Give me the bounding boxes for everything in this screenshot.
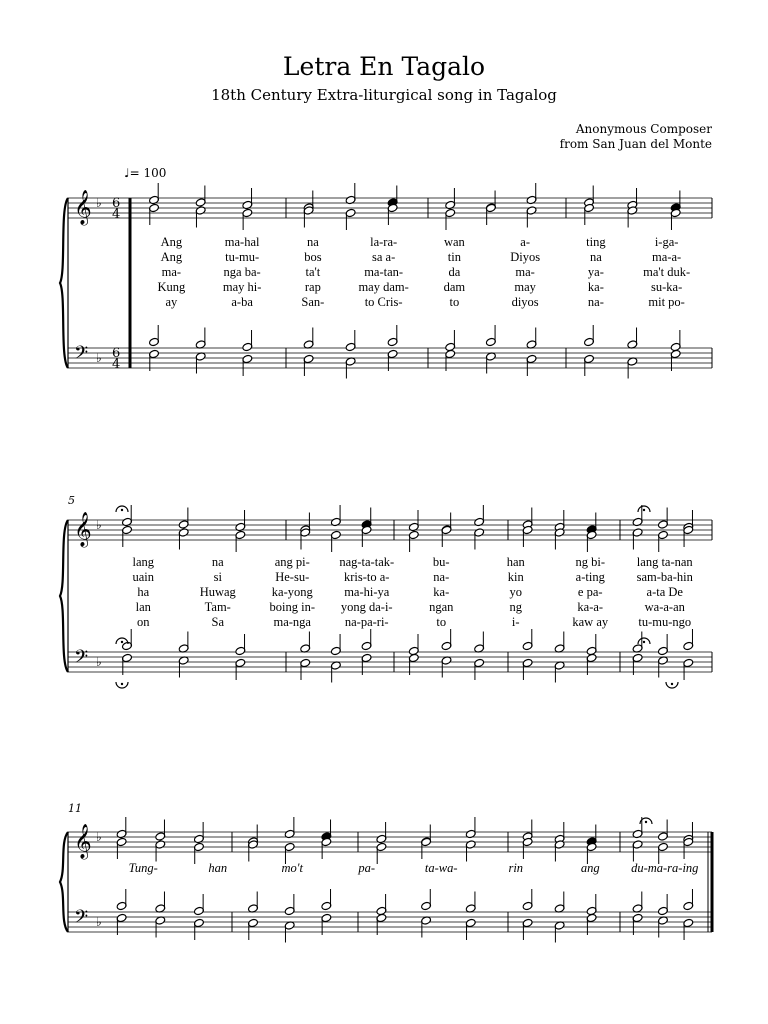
lyric-syllable: tu-mu- xyxy=(225,250,260,264)
lyric-syllable: ma-hi-ya xyxy=(344,585,390,599)
lyric-syllable: Diyos xyxy=(510,250,541,264)
time-signature-bottom: 4 xyxy=(112,207,121,222)
lyric-syllable: boing in- xyxy=(269,600,315,614)
lyric-syllable: nag-ta-tak- xyxy=(339,555,395,569)
fermata-dot xyxy=(121,641,123,643)
fermata-dot xyxy=(121,509,123,511)
lyric-syllable: na- xyxy=(587,295,604,309)
lyric-syllable: ma't duk- xyxy=(643,265,691,279)
lyric-syllable: na xyxy=(211,555,224,569)
lyric-syllable: San- xyxy=(301,295,325,309)
lyric-syllable: sa a- xyxy=(372,250,396,264)
lyric-syllable: yong da-i- xyxy=(340,600,393,614)
lyric-syllable: han xyxy=(506,555,525,569)
lyric-syllable: ma- xyxy=(161,265,182,279)
bass-clef-icon: 𝄢 xyxy=(74,343,89,368)
composer-line: Anonymous Composer xyxy=(575,122,712,136)
measure-number-11: 11 xyxy=(68,802,82,815)
lyric-syllable: lan xyxy=(135,600,151,614)
treble-clef-icon: 𝄞 xyxy=(74,512,92,547)
lyric-syllable: Sa xyxy=(211,615,224,629)
lyric-syllable: mo't xyxy=(281,861,303,875)
lyric-syllable: kin xyxy=(507,570,524,584)
lyric-syllable: ma-hal xyxy=(224,235,260,249)
lyric-syllable: ang pi- xyxy=(274,555,310,569)
lyric-syllable: a-ting xyxy=(575,570,605,584)
lyric-syllable: ma- xyxy=(515,265,535,279)
lyric-syllable: rin xyxy=(508,861,524,875)
lyric-syllable: to xyxy=(436,615,447,629)
measure-number-5: 5 xyxy=(68,494,75,507)
lyric-syllable: a-ta De xyxy=(646,585,683,599)
fermata-dot xyxy=(671,683,673,685)
lyric-syllable: wa-a-an xyxy=(644,600,685,614)
lyric-syllable: e pa- xyxy=(577,585,603,599)
brace xyxy=(60,198,68,368)
lyric-syllable: diyos xyxy=(511,295,539,309)
lyric-syllable: tin xyxy=(447,250,461,264)
lyric-syllable: rap xyxy=(304,280,321,294)
flat-key-signature-icon: ♭ xyxy=(96,351,102,365)
brace xyxy=(60,832,68,932)
lyric-syllable: pa- xyxy=(358,861,376,875)
lyric-syllable: da xyxy=(448,265,461,279)
lyric-syllable: lang xyxy=(132,555,155,569)
lyric-syllable: a- xyxy=(520,235,530,249)
lyric-syllable: du-ma-ra-ing xyxy=(631,861,699,875)
lyric-syllable: uain xyxy=(132,570,155,584)
flat-key-signature-icon: ♭ xyxy=(96,196,102,210)
lyric-syllable: na xyxy=(306,235,319,249)
lyric-syllable: yo xyxy=(509,585,522,599)
lyric-syllable: ang xyxy=(580,861,600,875)
flat-key-signature-icon: ♭ xyxy=(96,830,102,844)
lyric-syllable: wan xyxy=(443,235,465,249)
time-signature-bottom: 4 xyxy=(112,357,121,372)
lyric-syllable: Ang xyxy=(160,235,183,249)
lyric-syllable: kris-to a- xyxy=(344,570,390,584)
fermata-dot xyxy=(643,509,645,511)
treble-clef-icon: 𝄞 xyxy=(74,190,92,225)
lyric-syllable: Ang xyxy=(160,250,183,264)
lyric-syllable: ta-wa- xyxy=(424,861,458,875)
lyric-syllable: on xyxy=(137,615,150,629)
tempo-marking: ♩= 100 xyxy=(124,166,167,180)
lyric-syllable: i-ga- xyxy=(654,235,679,249)
time-signature-top: 6 xyxy=(112,196,121,211)
lyric-syllable: i- xyxy=(511,615,520,629)
lyric-syllable: Kung xyxy=(157,280,186,294)
lyric-syllable: may hi- xyxy=(222,280,262,294)
lyric-syllable: han xyxy=(208,861,228,875)
lyric-syllable: su-ka- xyxy=(651,280,683,294)
lyric-syllable: Tung- xyxy=(128,861,158,875)
flat-key-signature-icon: ♭ xyxy=(96,915,102,929)
lyric-syllable: ta't xyxy=(305,265,321,279)
time-signature-top: 6 xyxy=(112,346,121,361)
lyric-syllable: na- xyxy=(433,570,450,584)
fermata-dot xyxy=(121,683,123,685)
lyric-syllable: ka- xyxy=(587,280,604,294)
score-subtitle: 18th Century Extra-liturgical song in Tagalog xyxy=(211,86,557,104)
flat-key-signature-icon: ♭ xyxy=(96,655,102,669)
lyric-syllable: bu- xyxy=(432,555,450,569)
lyric-syllable: ka- xyxy=(433,585,450,599)
lyric-syllable: ngan xyxy=(429,600,454,614)
fermata-dot xyxy=(645,821,647,823)
lyric-syllable: dam xyxy=(443,280,466,294)
lyric-syllable: ng bi- xyxy=(575,555,606,569)
lyric-syllable: may xyxy=(514,280,536,294)
lyric-syllable: ting xyxy=(586,235,606,249)
lyric-syllable: bos xyxy=(304,250,322,264)
lyric-syllable: si xyxy=(213,570,222,584)
lyric-syllable: ka-a- xyxy=(577,600,604,614)
treble-clef-icon: 𝄞 xyxy=(74,824,92,859)
lyric-syllable: ma-tan- xyxy=(364,265,404,279)
lyric-syllable: ma-nga xyxy=(273,615,311,629)
lyric-syllable: na-pa-ri- xyxy=(344,615,389,629)
lyric-syllable: tu-mu-ngo xyxy=(638,615,692,629)
flat-key-signature-icon: ♭ xyxy=(96,518,102,532)
lyric-syllable: to Cris- xyxy=(364,295,403,309)
lyric-syllable: Tam- xyxy=(204,600,231,614)
lyric-syllable: ng xyxy=(509,600,522,614)
bass-clef-icon: 𝄢 xyxy=(74,907,89,932)
lyric-syllable: ha xyxy=(137,585,150,599)
lyric-syllable: ay xyxy=(165,295,178,309)
lyric-syllable: sam-ba-hin xyxy=(636,570,693,584)
lyric-syllable: lang ta-nan xyxy=(636,555,693,569)
bass-clef-icon: 𝄢 xyxy=(74,647,89,672)
fermata-dot xyxy=(643,641,645,643)
lyric-syllable: Huwag xyxy=(199,585,236,599)
composer-origin-line: from San Juan del Monte xyxy=(559,137,712,151)
lyric-syllable: ya- xyxy=(587,265,604,279)
lyric-syllable: He-su- xyxy=(275,570,310,584)
lyric-syllable: ma-a- xyxy=(652,250,682,264)
lyric-syllable: na xyxy=(589,250,602,264)
lyric-syllable: to xyxy=(449,295,460,309)
lyric-syllable: nga ba- xyxy=(223,265,261,279)
lyric-syllable: ka-yong xyxy=(271,585,313,599)
lyric-syllable: la-ra- xyxy=(370,235,398,249)
score-title: Letra En Tagalo xyxy=(282,52,486,81)
brace xyxy=(60,520,68,672)
lyric-syllable: mit po- xyxy=(648,295,685,309)
lyric-syllable: kaw ay xyxy=(572,615,609,629)
lyric-syllable: may dam- xyxy=(358,280,409,294)
lyric-syllable: a-ba xyxy=(231,295,253,309)
